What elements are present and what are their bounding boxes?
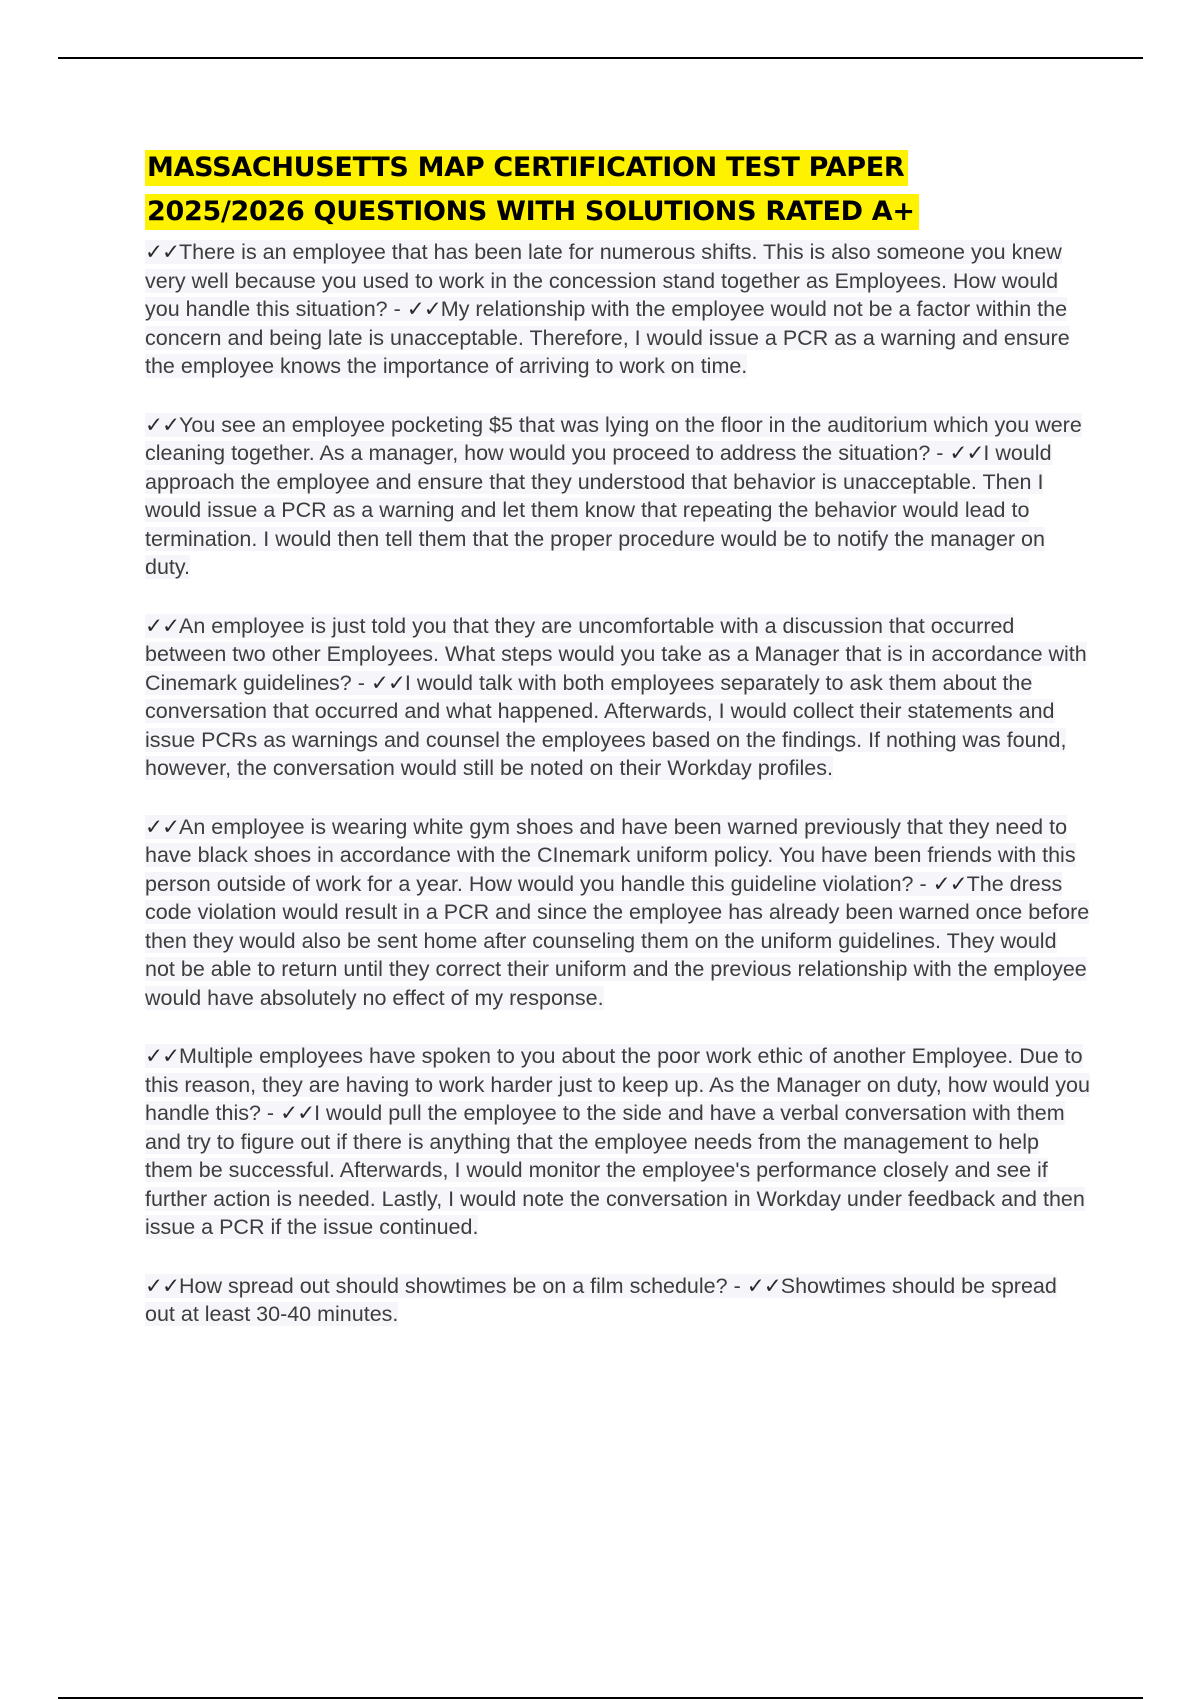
qa-separator: - [727, 1273, 747, 1298]
qa-separator: - [930, 441, 950, 465]
answer-check-icon: ✓✓ [280, 1101, 315, 1125]
qa-item-text [145, 1274, 1057, 1327]
qa-item [145, 612, 1090, 783]
answer-check-icon: ✓✓ [949, 441, 984, 465]
document-body [145, 146, 1090, 1359]
question-check-icon: ✓✓ [145, 1273, 180, 1298]
question-text: An employee is just told you that they are uncomfortable with a discussion that occurred between two other Employees. What steps would you take as a Manager that is in accordance with Cinemark guidelines? [145, 613, 1087, 695]
answer-text: Showtimes should be spread out at least 30-40 minutes. [145, 1273, 1057, 1326]
qa-item [145, 411, 1090, 582]
question-text: You see an employee pocketing $5 that was lying on the floor in the auditorium which you were cleaning together. As a manager, how would you proceed to address the situation? [145, 412, 1082, 465]
qa-item [145, 238, 1090, 381]
qa-item [145, 813, 1090, 1013]
title-line-1: MASSACHUSETTS MAP CERTIFICATION TEST PAPER [145, 150, 908, 186]
bottom-rule [58, 1697, 1143, 1699]
answer-check-icon: ✓✓ [932, 871, 967, 896]
answer-text: I would approach the employee and ensure that they understood that behavior is unacceptable. Then I would issue a PCR as a warning and let them know that repeating the behavior would lead to termination. I would then tell them that the proper procedure would be to notify the manager on duty. [145, 441, 1052, 579]
top-rule [58, 57, 1143, 59]
answer-text: My relationship with the employee would not be a factor within the concern and being late is unacceptable. Therefore, I would issue a PCR as a warning and ensure the employee knows the importance of arriving to work on time. [145, 297, 1070, 378]
qa-item [145, 1272, 1090, 1329]
question-check-icon: ✓✓ [145, 240, 180, 264]
answer-check-icon: ✓✓ [406, 297, 441, 321]
question-text: Multiple employees have spoken to you about the poor work ethic of another Employee. Due to this reason, they are having to work harder just to keep up. As the Manager on duty, how would you handle this? [145, 1044, 1090, 1125]
title-line-2: 2025/2026 QUESTIONS WITH SOLUTIONS RATED A+ [145, 194, 919, 230]
question-check-icon: ✓✓ [145, 613, 180, 638]
question-text: There is an employee that has been late for numerous shifts. This is also someone you knew very well because you used to work in the concession stand together as Employees. How would you handle this situation? [145, 240, 1062, 321]
qa-item-text [145, 1044, 1090, 1239]
answer-check-icon: ✓✓ [370, 670, 405, 695]
answer-check-icon: ✓✓ [746, 1273, 781, 1298]
qa-item [145, 1042, 1090, 1242]
qa-item-text [145, 614, 1087, 781]
question-text: An employee is wearing white gym shoes and have been warned previously that they need to have black shoes in accordance with the CInemark uniform policy. You have been friends with this person outside of work for a year. How would you handle this guideline violation? [145, 814, 1076, 896]
qa-separator: - [913, 871, 933, 896]
qa-item-text [145, 240, 1070, 378]
answer-text: I would talk with both employees separately to ask them about the conversation that occurred and what happened. Afterwards, I would collect their statements and issue PCRs as warnings and counsel the employees based on the findings. If nothing was found, however, the conversation would still be noted on their Workday profiles. [145, 670, 1067, 780]
qa-item-text [145, 413, 1082, 580]
question-text: How spread out should showtimes be on a film schedule? [179, 1273, 728, 1298]
qa-list [145, 238, 1090, 1329]
answer-text: The dress code violation would result in a PCR and since the employee has already been warned once before then they would also be sent home after counseling them on the uniform guidelines. They would not be able to return until they correct their uniform and the previous relationship with the employee would have absolutely no effect of my response. [145, 871, 1090, 1010]
qa-separator: - [351, 670, 371, 695]
question-check-icon: ✓✓ [145, 412, 180, 437]
answer-text: I would pull the employee to the side and have a verbal conversation with them and try to figure out if there is anything that the employee needs from the management to help them be successful. Afterwards, I would monitor the employee's performance closely and see if further action is needed. Lastly, I would note the conversation in Workday under feedback and then issue a PCR if the issue continued. [145, 1101, 1085, 1239]
qa-item-text [145, 815, 1089, 1010]
question-check-icon: ✓✓ [145, 814, 180, 839]
question-check-icon: ✓✓ [145, 1044, 180, 1068]
qa-separator: - [260, 1101, 281, 1125]
qa-separator: - [387, 297, 407, 321]
document-title [145, 146, 1090, 234]
